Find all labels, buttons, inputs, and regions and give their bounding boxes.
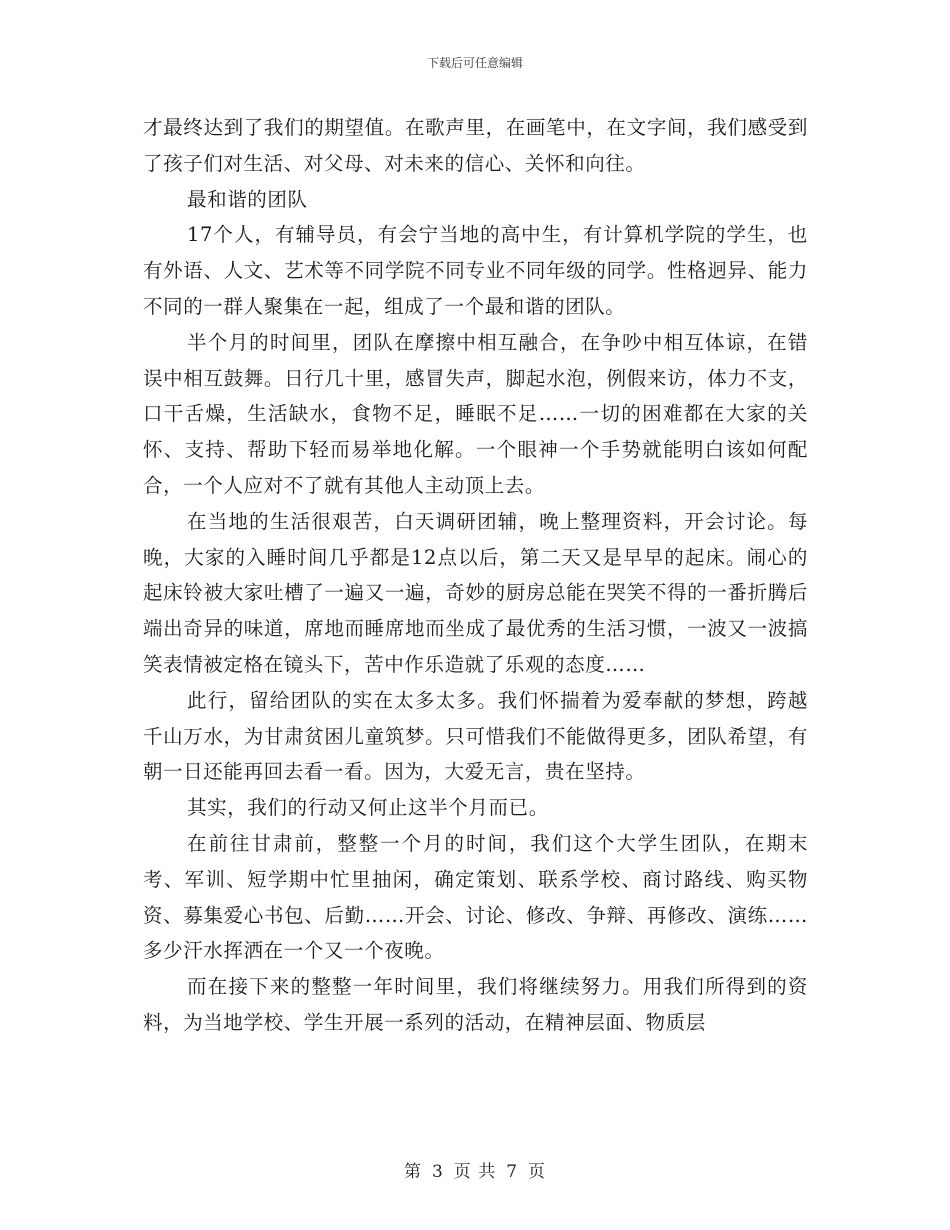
paragraph-6: 此行，留给团队的实在太多太多。我们怀揣着为爱奉献的梦想，跨越千山万水，为甘肃贫困儿童筑梦。只可惜我们不能做得更多，团队希望，有朝一日还能再回去看一看。因为，大爱无言，贵在坚持。 (143, 688, 808, 784)
current-page-number: 3 (431, 1162, 444, 1182)
page-footer (0, 1157, 950, 1182)
paragraph-3: 17个人，有辅导员，有会宁当地的高中生，有计算机学院的学生，也有外语、人文、艺术等不同学院不同专业不同年级的同学。性格迥异、能力不同的一群人聚集在一起，组成了一个最和谐的团队。 (143, 223, 808, 318)
footer-suffix: 页 (528, 1162, 547, 1182)
paragraph-4: 半个月的时间里，团队在摩擦中相互融合，在争吵中相互体谅，在错误中相互鼓舞。日行几十里，感冒失声，脚起水泡，例假来访，体力不支，口干舌燥，生活缺水，食物不足，睡眠不足……一切的困难都在大家的关怀、支持、帮助下轻而易举地化解。一个眼神一个手势就能明白该如何配合，一个人应对不了就有其他人主动顶上去。 (143, 330, 808, 497)
page-header: 下载后可任意编辑 (426, 56, 523, 70)
paragraph-5: 在当地的生活很艰苦，白天调研团辅，晚上整理资料，开会讨论。每晚，大家的入睡时间几乎都是12点以后，第二天又是早早的起床。闹心的起床铃被大家吐槽了一遍又一遍，奇妙的厨房总能在哭笑不得的一番折腾后端出奇异的味道，席地而睡席地而坐成了最优秀的生活习惯，一波又一波搞笑表情被定格在镜头下，苦中作乐造就了乐观的态度…… (143, 509, 808, 676)
paragraph-1: 才最终达到了我们的期望值。在歌声里，在画笔中，在文字间，我们感受到了孩子们对生活、对父母、对未来的信心、关怀和向往。 (143, 116, 808, 175)
footer-prefix: 第 (403, 1162, 422, 1182)
paragraph-9: 而在接下来的整整一年时间里，我们将继续努力。用我们所得到的资料，为当地学校、学生开展一系列的活动，在精神层面、物质层 (143, 975, 808, 1034)
total-page-count: 7 (506, 1162, 519, 1182)
paragraph-7: 其实，我们的行动又何止这半个月而已。 (187, 796, 549, 820)
footer-mid: 页 共 (453, 1162, 497, 1182)
paragraph-8: 在前往甘肃前，整整一个月的时间，我们这个大学生团队，在期末考、军训、短学期中忙里抽闲，确定策划、联系学校、商讨路线、购买物资、募集爱心书包、后勤……开会、讨论、修改、争辩、再修改、演练……多少汗水挥洒在一个又一个夜晚。 (143, 831, 808, 963)
document-body (143, 110, 808, 1041)
section-heading: 最和谐的团队 (187, 187, 308, 211)
